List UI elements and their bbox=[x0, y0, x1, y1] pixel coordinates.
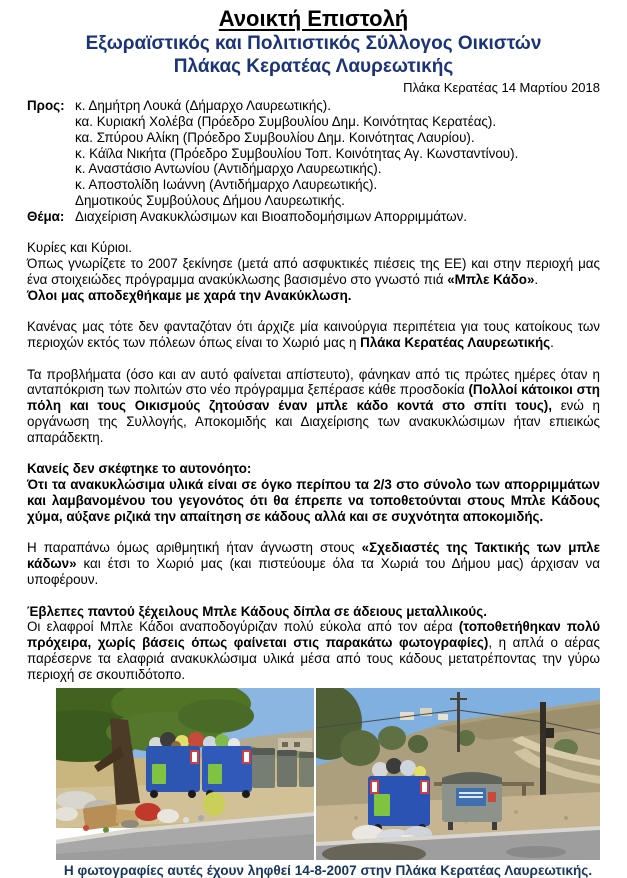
photo-right-bins bbox=[316, 688, 600, 860]
recipient-line: Δημοτικούς Συμβούλους Δήμου Λαυρεωτικής. bbox=[75, 192, 345, 208]
recipients-label: Προς: bbox=[27, 98, 65, 114]
letter-title: Ανοικτή Επιστολή bbox=[218, 6, 409, 31]
association-name-line1: Εξωραϊστικός και Πολιτιστικός Σύλλογος Οικιστών bbox=[85, 33, 542, 55]
recipients-block bbox=[27, 98, 600, 209]
photos-row bbox=[56, 688, 600, 860]
body-paragraph: Κανένας μας τότε δεν φανταζόταν ότι άρχιζε μία καινούργια περιπέτεια για τους κατοίκους των περιοχών εκτός των πόλεων όπως είναι το Χωριό μας η Πλάκα Κερατέας Λαυρεωτικής. bbox=[27, 319, 600, 351]
photo-caption: Η φωτογραφίες αυτές έχουν ληφθεί 14-8-2007 στην Πλάκα Κερατέας Λαυρεωτικής. bbox=[63, 862, 593, 878]
body-paragraph: Κυρίες και Κύριοι. Όπως γνωρίζετε το 2007 ξεκίνησε (μετά από ασφυκτικές πιέσεις της ΕΕ) και στην περιοχή μας ένα στοιχειώδες πρόγραμμα ανακύκλωσης βασισμένο στο γνωστό πιά «Μπλε Κάδο». Όλοι μας αποδεχθήκαμε με χαρά την Ανακύκλωση. bbox=[27, 240, 600, 303]
recipients-list bbox=[75, 98, 600, 209]
photo-left-bins bbox=[56, 688, 314, 860]
recipient-line: κ. Αποστολίδη Ιωάννη (Αντιδήμαρχο Λαυρεωτικής). bbox=[75, 177, 378, 193]
date-line: Πλάκα Κερατέας 14 Μαρτίου 2018 bbox=[403, 80, 600, 96]
subject-text: Διαχείριση Ανακυκλώσιμων και Βιοαποδομήσιμων Απορριμμάτων. bbox=[75, 208, 468, 224]
body-paragraph: Η παραπάνω όμως αριθμητική ήταν άγνωστη στους «Σχεδιαστές της Τακτικής των μπλε κάδων» και έτσι το Χωριό μας (και πιστεύουμε όλα τα Χωριά του Δήμου μας) άρχισαν να υποφέρουν. bbox=[27, 540, 600, 588]
recipient-line: κ. Δημήτρη Λουκά (Δήμαρχο Λαυρεωτικής). bbox=[75, 98, 331, 114]
subject-line bbox=[27, 209, 600, 225]
association-name bbox=[27, 33, 600, 78]
body-paragraph: Τα προβλήματα (όσο και αν αυτό φαίνεται απίστευτο), φάνηκαν από τις πρώτες ημέρες όταν η ανταπόκριση των πολιτών στο νέο πρόγραμμα ξεπέρασε κάθε προσδοκία (Πολλοί κάτοικοι στη πόλη και τους Οικισμούς ζητούσαν έναν μπλε κάδο κοντά στο σπίτι τους), ενώ η οργάνωση της Συλλογής, Αποκομιδής και Διαχείρισης των ανακυκλώσιμων ήταν επιεικώς απαράδεκτη. bbox=[27, 366, 600, 445]
association-name-line2: Πλάκας Κερατέας Λαυρεωτικής bbox=[173, 55, 454, 77]
subject-label: Θέμα: bbox=[27, 208, 65, 224]
recipient-line: κ. Κάϊλα Νικήτα (Πρόεδρο Συμβουλίου Τοπ. Κοινότητας Αγ. Κωνσταντίνου). bbox=[75, 145, 519, 161]
body-paragraph: Έβλεπες παντού ξέχειλους Μπλε Κάδους δίπλα σε άδειους μεταλλικούς. Οι ελαφροί Μπλε Κάδοι αναποδογύριζαν πολύ εύκολα από τον αέρα (τοποθετήθηκαν πολύ πρόχειρα, χωρίς βάσεις όπως φαίνεται στις παρακάτω φωτογραφίες), η απλά ο αέρας παρέσερνε τα ελαφριά ανακυκλώσιμα υλικά μέσα από τους κάδους μετατρέποντας την γύρω περιοχή σε σκουπιδότοπο. bbox=[27, 603, 600, 682]
recipient-line: κα. Κυριακή Χολέβα (Πρόεδρο Συμβουλίου Δημ. Κοινότητας Κερατέας). bbox=[75, 113, 497, 129]
body-paragraph: Κανείς δεν σκέφτηκε το αυτονόητο: Ότι τα ανακυκλώσιμα υλικά είναι σε όγκο περίπου τα 2/3 στο σύνολο των απορριμμάτων και λαμβανομένου του γεγονότος ότι θα έπρεπε να τοποθετούνται στους Μπλε Κάδους χύμα, αύξανε ριζικά την απαίτηση σε κάδους αλλά και σε συχνότητα αποκομιδής. bbox=[27, 461, 600, 524]
recipient-line: κ. Αναστάσιο Αντωνίου (Αντιδήμαρχο Λαυρεωτικής). bbox=[75, 161, 382, 177]
letter-body bbox=[27, 240, 600, 682]
recipient-line: κα. Σπύρου Αλίκη (Πρόεδρο Συμβουλίου Δημ. Κοινότητας Λαυρίου). bbox=[75, 129, 475, 145]
